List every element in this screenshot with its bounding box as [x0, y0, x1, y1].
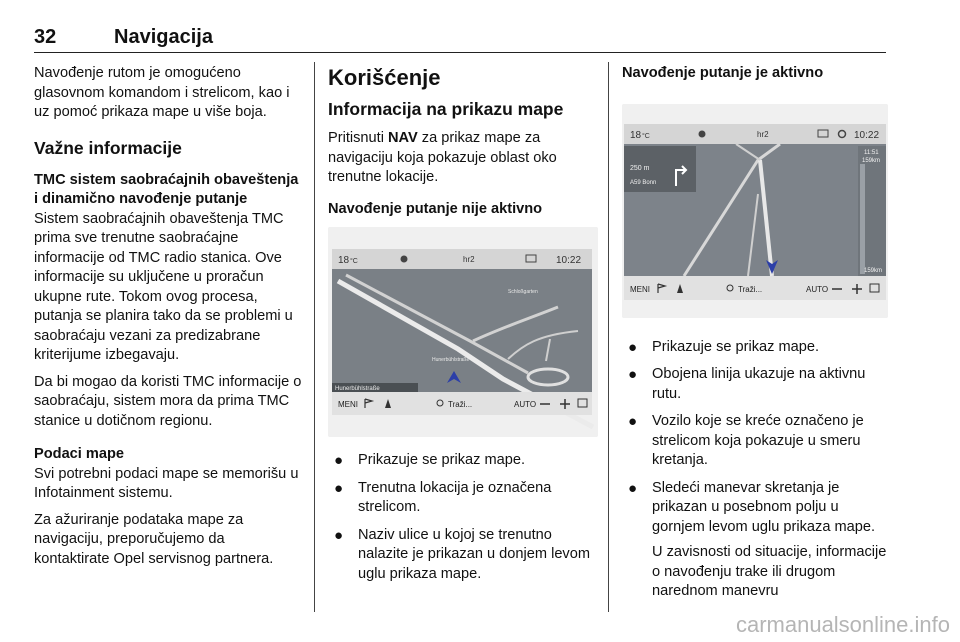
temp-unit: °C [642, 132, 650, 140]
bullet-list-inactive [328, 451, 598, 584]
menu-button[interactable]: MENI [338, 400, 358, 409]
menu-button[interactable]: MENI [630, 284, 650, 294]
nav-intro-paragraph: Pritisnuti NAV za prikaz mape za navigaciju koja pokazuje oblast oko trenutne lokacije. [328, 130, 557, 185]
distance-scale: 159km [864, 267, 883, 274]
list-item: ● Prikazuje se prikaz mape. [334, 452, 526, 469]
arrival-time: 11:51 [864, 149, 879, 156]
map-data-heading: Podaci mape [34, 446, 125, 462]
remaining-distance: 159km [862, 157, 881, 164]
temp-unit: °C [350, 258, 358, 265]
list-item: ● Naziv ulice u kojoj se trenutno nalazite je prikazan u donjem levom uglu prikaza mape. [334, 526, 591, 582]
column-3 [622, 64, 888, 602]
temp-readout: 18 [338, 255, 350, 266]
section-title: Korišćenje [328, 65, 441, 90]
list-item: ● Prikazuje se prikaz mape. [628, 338, 820, 356]
section-heading-important: Važne informacije [34, 137, 182, 158]
figure-caption-inactive: Navođenje putanje nije aktivno [328, 200, 543, 217]
figure-caption-active: Navođenje putanje je aktivno [622, 65, 824, 81]
auto-button[interactable]: AUTO [806, 284, 829, 294]
map-screen-inactive-graphic [328, 227, 598, 437]
column-2 [328, 64, 598, 592]
watermark: carmanualsonline.info [735, 612, 950, 637]
list-item: ● Sledeći manevar skretanja je prikazan u posebnom polju u gornjem levom uglu prikaza mape. [628, 479, 876, 535]
maneuver-road: A59 Bonn [630, 179, 657, 186]
column-divider [608, 62, 609, 612]
page-number: 32 [34, 26, 57, 48]
map-label: Hunerbühlstraße [432, 357, 470, 363]
list-item: ● Trenutna lokacija je označena strelicom. [334, 479, 552, 515]
station-name: hr2 [463, 255, 475, 264]
temp-readout: 18 [630, 129, 642, 141]
street-name: Hunerbühlstraße [335, 386, 380, 392]
subsection-title: Informacija na prikazu mape [328, 99, 564, 119]
map-data-paragraph: Svi potrebni podaci mape se memorišu u Infotainment sistemu. [34, 465, 299, 501]
search-button[interactable]: Traži... [448, 400, 473, 409]
map-label: Schloßgarten [508, 289, 538, 295]
tmc-heading: TMC sistem saobraćajnih obaveštenja i dinamično navođenje putanje [34, 171, 299, 207]
tmc-paragraph-2: Da bi mogao da koristi TMC informacije o saobraćaju, sistem mora da prima TMC stanice u dotičnom regionu. [34, 373, 302, 429]
intro-paragraph: Navođenje rutom je omogućeno glasovnom komandom i strelicom, kao i uz pomoć prikaza mape u više boja. [34, 65, 290, 120]
tmc-paragraph: Sistem saobraćajnih obaveštenja TMC prima sve trenutne saobraćajne informacije od TMC radio stanica. Ove informacije su uključene u proračun ukupne rute. Tokom ovog procesa, putanja se planira tako da se problemi u saobraćaju vezani za predizabrane kriterijume izbegavaju. [34, 210, 293, 363]
list-item: ● Vozilo koje se kreće označeno je strelicom koja pokazuje u smeru kretanja. [628, 413, 864, 468]
chapter-title: Navigacija [114, 26, 213, 48]
bullet-continuation: U zavisnosti od situacije, informacije o navođenju trake ili drugom narednom manevru [652, 544, 887, 599]
page-header [34, 26, 886, 53]
column-1 [34, 64, 304, 569]
clock: 10:22 [854, 129, 880, 141]
clock: 10:22 [556, 255, 582, 266]
maneuver-distance: 250 m [630, 164, 650, 172]
map-update-paragraph: Za ažuriranje podataka mape za navigaciju, preporučujemo da kontaktirate Opel servisnog partnera. [34, 511, 274, 567]
map-screen-active [622, 104, 888, 318]
location-icon [401, 256, 408, 263]
column-divider [314, 62, 315, 612]
nav-key: NAV [388, 130, 418, 146]
search-button[interactable]: Traži... [738, 284, 763, 294]
bullet-list-active [622, 338, 888, 538]
location-icon [699, 130, 706, 137]
map-screen-inactive [328, 227, 598, 437]
map-screen-active-graphic [622, 104, 888, 318]
auto-button[interactable]: AUTO [514, 400, 537, 409]
list-item: ● Obojena linija ukazuje na aktivnu rutu. [628, 366, 866, 402]
station-name: hr2 [757, 129, 769, 139]
